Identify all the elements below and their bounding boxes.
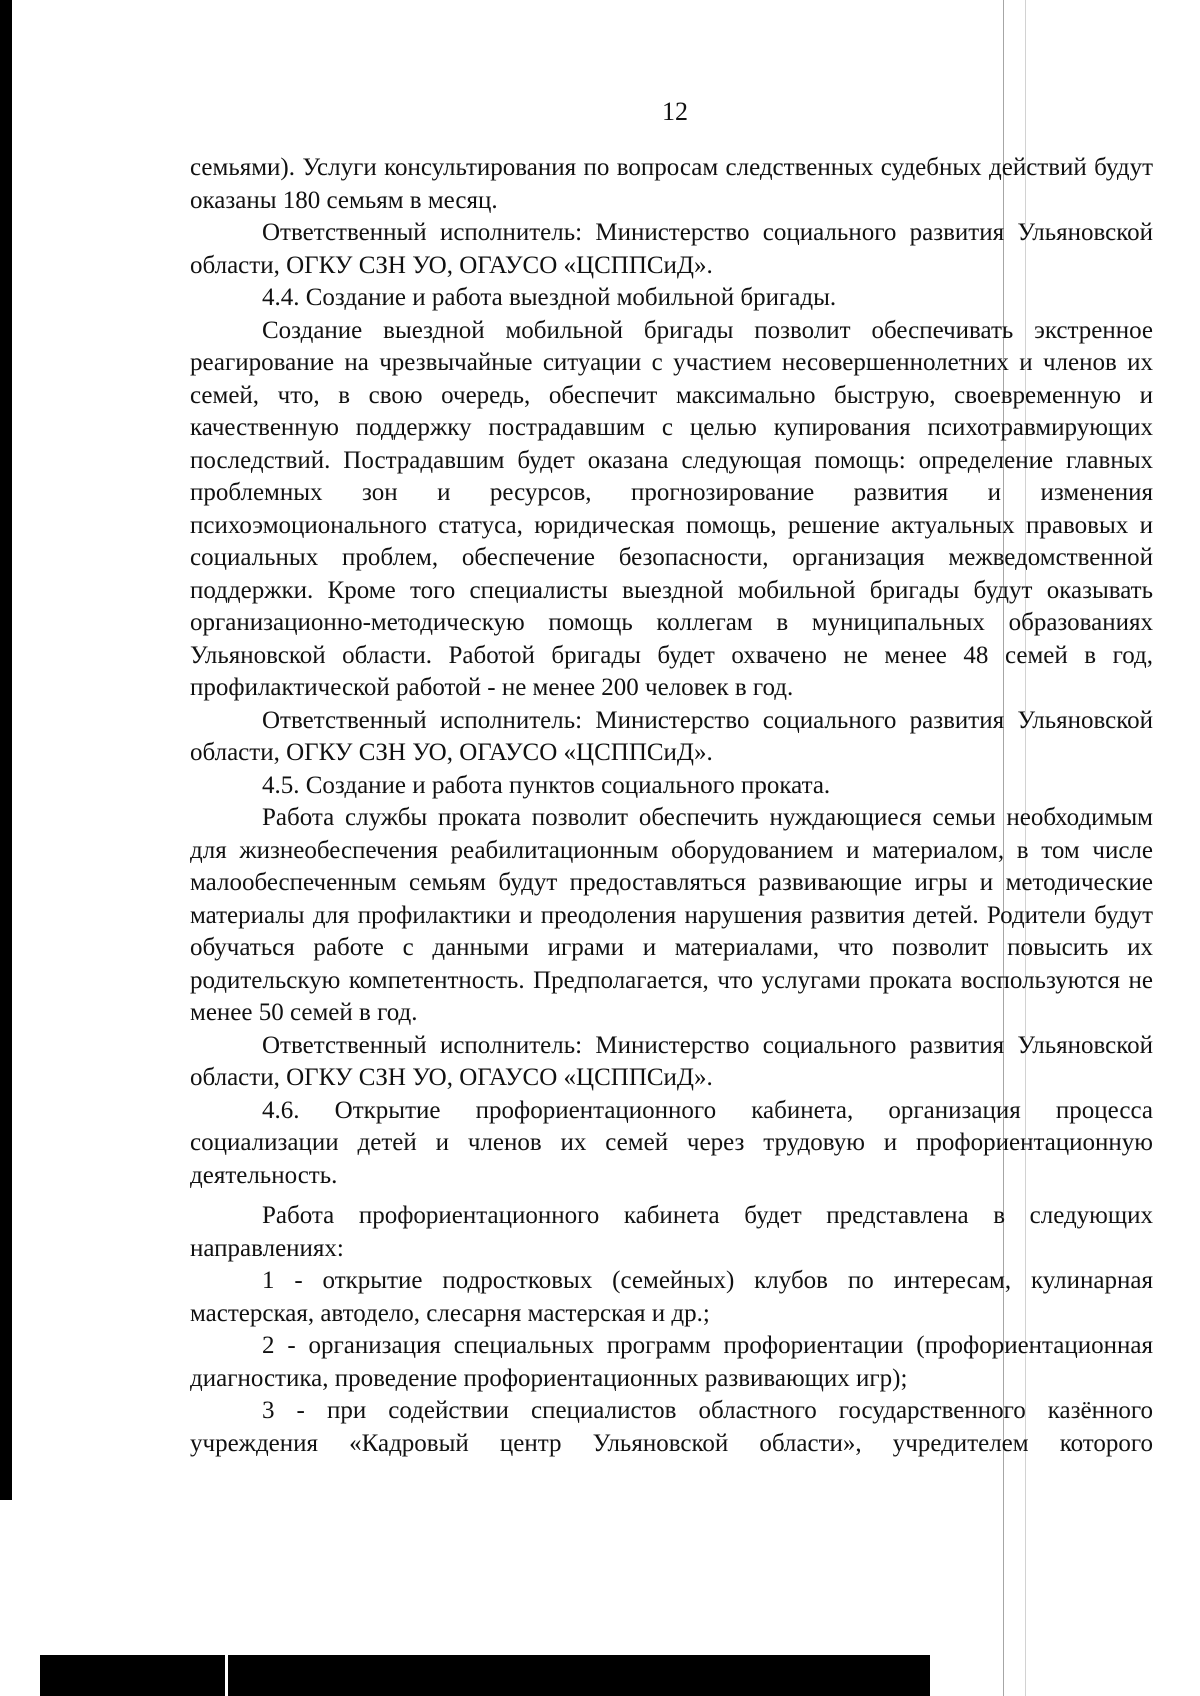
paragraph: Создание выездной мобильной бригады позволит обеспечивать экстренное реагирование на чрезвычайные ситуации с участием несовершеннолетних и членов их семей, что, в свою очередь, обеспечит максимально быструю, своевременную и качественную поддержку пострадавшим с целью купирования психотравмирующих последствий. Пострадавшим будет оказана следующая помощь: определение главных проблемных зон и ресурсов, прогнозирование развития и изменения психоэмоционального статуса, юридическая помощь, решение актуальных правовых и социальных проблем, обеспечение безопасности, организация межведомственной поддержки. Кроме того специалисты выездной мобильной бригады будут оказывать организационно-методическую помощь коллегам в муниципальных образованиях Ульяновской области. Работой бригады будет охвачено не менее 48 семей в год, профилактической работой - не менее 200 человек в год. [190,316,1153,701]
paragraph: Работа службы проката позволит обеспечить нуждающиеся семьи необходимым для жизнеобеспечения реабилитационным оборудованием и материалом, в том числе малообеспеченным семьям будут предоставляться развивающие игры и методические материалы для профилактики и преодоления нарушения развития детей. Родители будут обучаться работе с данными играми и материалами, что позволит повысить их родительскую компетентность. Предполагается, что услугами проката воспользуются не менее 50 семей в год. [190,804,1153,1026]
paragraph: семьями). Услуги консультирования по вопросам следственных судебных действий будут оказаны 180 семьям в месяц. [190,154,1153,214]
list-item: 3 - при содействии специалистов областного государственного казённого учреждения «Кадровый центр Ульяновской области», учредителем которого [190,1397,1153,1457]
section-heading: 4.6. Открытие профориентационного кабинета, организация процесса социализации детей и членов их семей через трудовую и профориентационную деятельность. [190,1096,1153,1189]
section-heading: 4.5. Создание и работа пунктов социального проката. [262,771,831,799]
scan-left-edge [0,0,12,1500]
paragraph: Работа профориентационного кабинета будет представлена в следующих направлениях: [190,1202,1153,1262]
scan-bottom-gap [225,1655,228,1696]
page-number: 12 [662,97,688,126]
responsible-executor: Ответственный исполнитель: Министерство социального развития Ульяновской области, ОГКУ СЗН УО, ОГАУСО «ЦСППСиД». [190,1031,1153,1091]
document-body [190,152,1153,1460]
list-item: 1 - открытие подростковых (семейных) клубов по интересам, кулинарная мастерская, автодело, слесарня мастерская и др.; [190,1267,1153,1327]
section-heading: 4.4. Создание и работа выездной мобильной бригады. [262,284,837,311]
scan-bottom-edge [40,1655,930,1696]
responsible-executor: Ответственный исполнитель: Министерство социального развития Ульяновской области, ОГКУ СЗН УО, ОГАУСО «ЦСППСиД». [190,219,1153,279]
list-item: 2 - организация специальных программ профориентации (профориентационная диагностика, проведение профориентационных развивающих игр); [190,1332,1153,1392]
responsible-executor: Ответственный исполнитель: Министерство социального развития Ульяновской области, ОГКУ СЗН УО, ОГАУСО «ЦСППСиД». [190,706,1153,766]
